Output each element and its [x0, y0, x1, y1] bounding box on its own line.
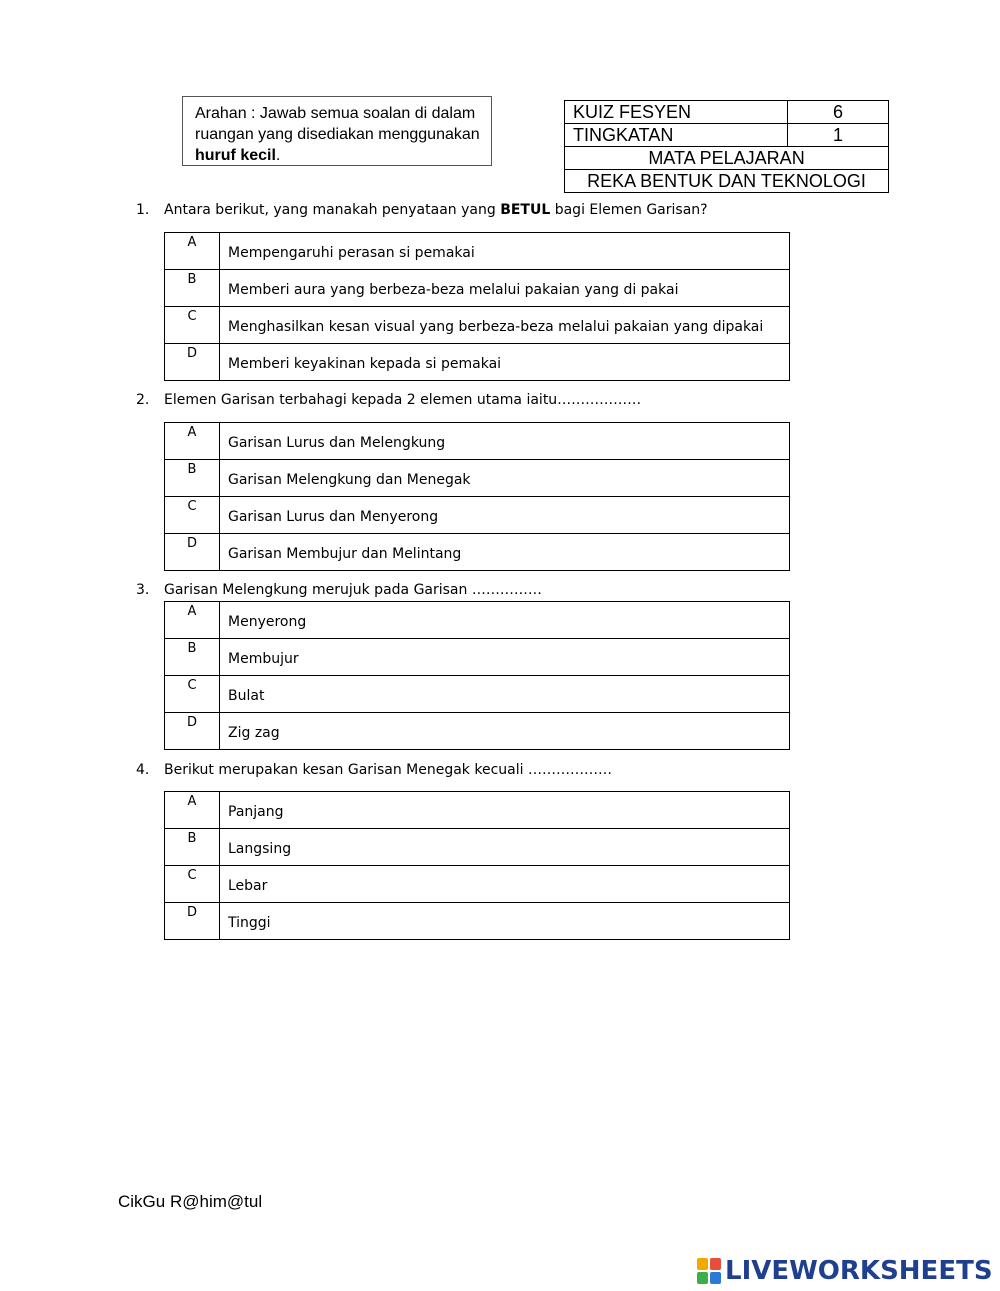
question-3-options: [164, 601, 790, 750]
option-letter: C: [165, 676, 220, 713]
option-row[interactable]: [165, 792, 790, 829]
option-text[interactable]: Lebar: [220, 866, 790, 903]
option-row[interactable]: [165, 270, 790, 307]
liveworksheets-icon: [697, 1258, 721, 1284]
option-row[interactable]: [165, 233, 790, 270]
option-letter: C: [165, 307, 220, 344]
option-row[interactable]: [165, 460, 790, 497]
liveworksheets-logo[interactable]: [697, 1254, 993, 1288]
form-label: TINGKATAN: [565, 124, 788, 147]
option-row[interactable]: [165, 602, 790, 639]
option-text[interactable]: Mempengaruhi perasan si pemakai: [220, 233, 790, 270]
question-4: [136, 761, 612, 779]
question-1: [136, 201, 708, 219]
instructions-bold: huruf kecil: [195, 147, 276, 164]
option-row[interactable]: [165, 903, 790, 940]
question-bold: BETUL: [500, 202, 551, 218]
option-letter: B: [165, 460, 220, 497]
option-row[interactable]: [165, 497, 790, 534]
option-text[interactable]: Langsing: [220, 829, 790, 866]
option-row[interactable]: [165, 676, 790, 713]
form-value: 1: [788, 124, 889, 147]
question-4-options: [164, 791, 790, 940]
option-text[interactable]: Menyerong: [220, 602, 790, 639]
question-text: Berikut merupakan kesan Garisan Menegak kecuali ………………: [164, 762, 612, 778]
option-letter: A: [165, 792, 220, 829]
option-text[interactable]: Memberi keyakinan kepada si pemakai: [220, 344, 790, 381]
option-text[interactable]: Zig zag: [220, 713, 790, 750]
option-letter: D: [165, 903, 220, 940]
option-letter: A: [165, 423, 220, 460]
option-text[interactable]: Garisan Membujur dan Melintang: [220, 534, 790, 571]
question-number: 2.: [136, 392, 150, 408]
option-row[interactable]: [165, 713, 790, 750]
question-text-end: bagi Elemen Garisan?: [550, 202, 708, 218]
option-letter: D: [165, 713, 220, 750]
option-row[interactable]: [165, 534, 790, 571]
option-letter: D: [165, 534, 220, 571]
option-row[interactable]: [165, 829, 790, 866]
option-text[interactable]: Garisan Melengkung dan Menegak: [220, 460, 790, 497]
option-letter: B: [165, 639, 220, 676]
option-row[interactable]: [165, 344, 790, 381]
option-letter: D: [165, 344, 220, 381]
question-text: Antara berikut, yang manakah penyataan yang: [164, 202, 501, 218]
question-number: 3.: [136, 582, 150, 598]
instructions-box: [182, 96, 492, 166]
question-text: Garisan Melengkung merujuk pada Garisan ……………: [164, 582, 542, 598]
question-number: 1.: [136, 202, 150, 218]
author-credit: CikGu R@him@tul: [118, 1192, 263, 1211]
option-letter: A: [165, 602, 220, 639]
option-text[interactable]: Garisan Lurus dan Menyerong: [220, 497, 790, 534]
brand-name: LIVEWORKSHEETS: [725, 1256, 993, 1286]
option-row[interactable]: [165, 866, 790, 903]
question-number: 4.: [136, 762, 150, 778]
option-letter: B: [165, 270, 220, 307]
option-text[interactable]: Menghasilkan kesan visual yang berbeza-beza melalui pakaian yang dipakai: [220, 307, 790, 344]
question-2: [136, 391, 641, 409]
instructions-text: Arahan : Jawab semua soalan di dalam ruangan yang disediakan menggunakan: [195, 105, 480, 143]
option-text[interactable]: Memberi aura yang berbeza-beza melalui pakaian yang di pakai: [220, 270, 790, 307]
question-2-options: [164, 422, 790, 571]
option-text[interactable]: Membujur: [220, 639, 790, 676]
option-row[interactable]: [165, 423, 790, 460]
option-row[interactable]: [165, 639, 790, 676]
instructions-end: .: [275, 147, 281, 164]
quiz-info-table: [564, 100, 889, 193]
option-letter: C: [165, 866, 220, 903]
quiz-label: KUIZ FESYEN: [565, 101, 788, 124]
quiz-value: 6: [788, 101, 889, 124]
option-letter: A: [165, 233, 220, 270]
option-letter: C: [165, 497, 220, 534]
subject-value: REKA BENTUK DAN TEKNOLOGI: [565, 170, 889, 193]
question-text: Elemen Garisan terbahagi kepada 2 elemen utama iaitu………………: [164, 392, 642, 408]
question-1-options: [164, 232, 790, 381]
option-text[interactable]: Panjang: [220, 792, 790, 829]
option-row[interactable]: [165, 307, 790, 344]
question-3: [136, 581, 542, 599]
option-text[interactable]: Garisan Lurus dan Melengkung: [220, 423, 790, 460]
option-letter: B: [165, 829, 220, 866]
subject-label: MATA PELAJARAN: [565, 147, 889, 170]
option-text[interactable]: Bulat: [220, 676, 790, 713]
option-text[interactable]: Tinggi: [220, 903, 790, 940]
